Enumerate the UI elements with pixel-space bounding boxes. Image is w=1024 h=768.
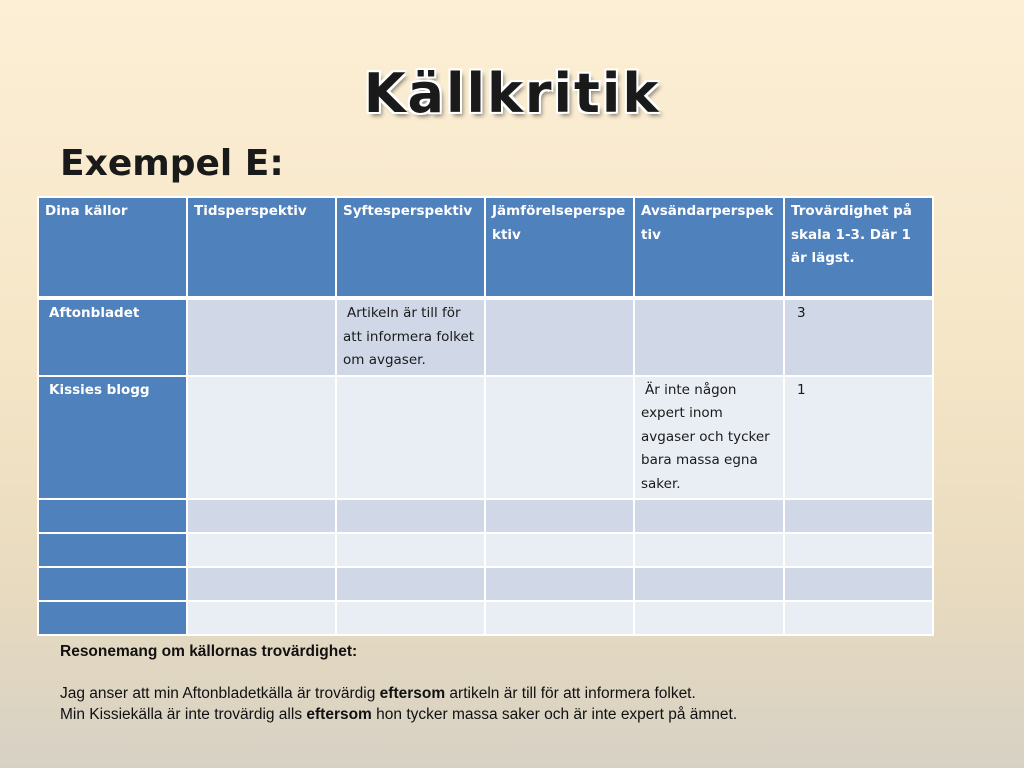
- slide-title: Källkritik: [363, 62, 661, 125]
- reasoning-line-aftonbladet: [60, 683, 960, 704]
- cell-sender: Är inte någon expert inom avgaser och tycker bara massa egna saker.: [634, 376, 784, 500]
- empty-cell: [336, 533, 485, 567]
- reasoning-section: [60, 641, 960, 725]
- empty-cell: [784, 533, 933, 567]
- table-row: [38, 376, 933, 500]
- empty-cell: [336, 567, 485, 601]
- cell-sender: [634, 298, 784, 376]
- cell-purpose: Artikeln är till för att informera folket om avgaser.: [336, 298, 485, 376]
- cell-purpose: [336, 376, 485, 500]
- table-row: [38, 601, 933, 635]
- empty-cell: [485, 601, 634, 635]
- empty-cell: [485, 533, 634, 567]
- row-source-name: Kissies blogg: [38, 376, 187, 500]
- row-source-name: [38, 567, 187, 601]
- table-row: [38, 533, 933, 567]
- empty-cell: [784, 567, 933, 601]
- table-row: [38, 567, 933, 601]
- empty-cell: [485, 567, 634, 601]
- empty-cell: [634, 567, 784, 601]
- cell-comparison: [485, 298, 634, 376]
- empty-cell: [336, 499, 485, 533]
- table-row: [38, 499, 933, 533]
- column-header-sender: Avsändarperspektiv: [634, 197, 784, 298]
- reasoning-text: Min Kissiekälla är inte trovärdig alls: [60, 706, 307, 723]
- slide-subtitle: Exempel E:: [60, 143, 284, 184]
- row-source-name: [38, 601, 187, 635]
- column-header-sources: Dina källor: [38, 197, 187, 298]
- empty-cell: [784, 499, 933, 533]
- row-source-name: Aftonbladet: [38, 298, 187, 376]
- column-header-comparison: Jämförelseperspektiv: [485, 197, 634, 298]
- row-source-name: [38, 533, 187, 567]
- empty-cell: [187, 567, 336, 601]
- reasoning-text: hon tycker massa saker och är inte expert på ämnet.: [371, 706, 738, 723]
- cell-time: [187, 298, 336, 376]
- reasoning-emphasis: eftersom: [379, 685, 446, 702]
- empty-cell: [187, 601, 336, 635]
- cell-comparison: [485, 376, 634, 500]
- table-row: [38, 298, 933, 376]
- cell-time: [187, 376, 336, 500]
- reasoning-heading: Resonemang om källornas trovärdighet:: [60, 643, 358, 660]
- reasoning-text: Jag anser att min Aftonbladetkälla är trovärdig: [60, 685, 380, 702]
- table-header-row: [38, 197, 933, 298]
- reasoning-emphasis: eftersom: [306, 706, 372, 723]
- empty-cell: [336, 601, 485, 635]
- row-source-name: [38, 499, 187, 533]
- empty-cell: [634, 533, 784, 567]
- column-header-credibility: Trovärdighet på skala 1-3. Där 1 är lägst.: [784, 197, 933, 298]
- reasoning-line-kissie: [60, 704, 960, 725]
- empty-cell: [634, 601, 784, 635]
- empty-cell: [485, 499, 634, 533]
- cell-credibility: 1: [784, 376, 933, 500]
- column-header-time: Tidsperspektiv: [187, 197, 336, 298]
- cell-credibility: 3: [784, 298, 933, 376]
- empty-cell: [634, 499, 784, 533]
- empty-cell: [187, 499, 336, 533]
- empty-cell: [187, 533, 336, 567]
- source-criticism-table: [37, 196, 934, 636]
- reasoning-text: artikeln är till för att informera folket.: [445, 685, 696, 702]
- empty-cell: [784, 601, 933, 635]
- column-header-purpose: Syftesperspektiv: [336, 197, 485, 298]
